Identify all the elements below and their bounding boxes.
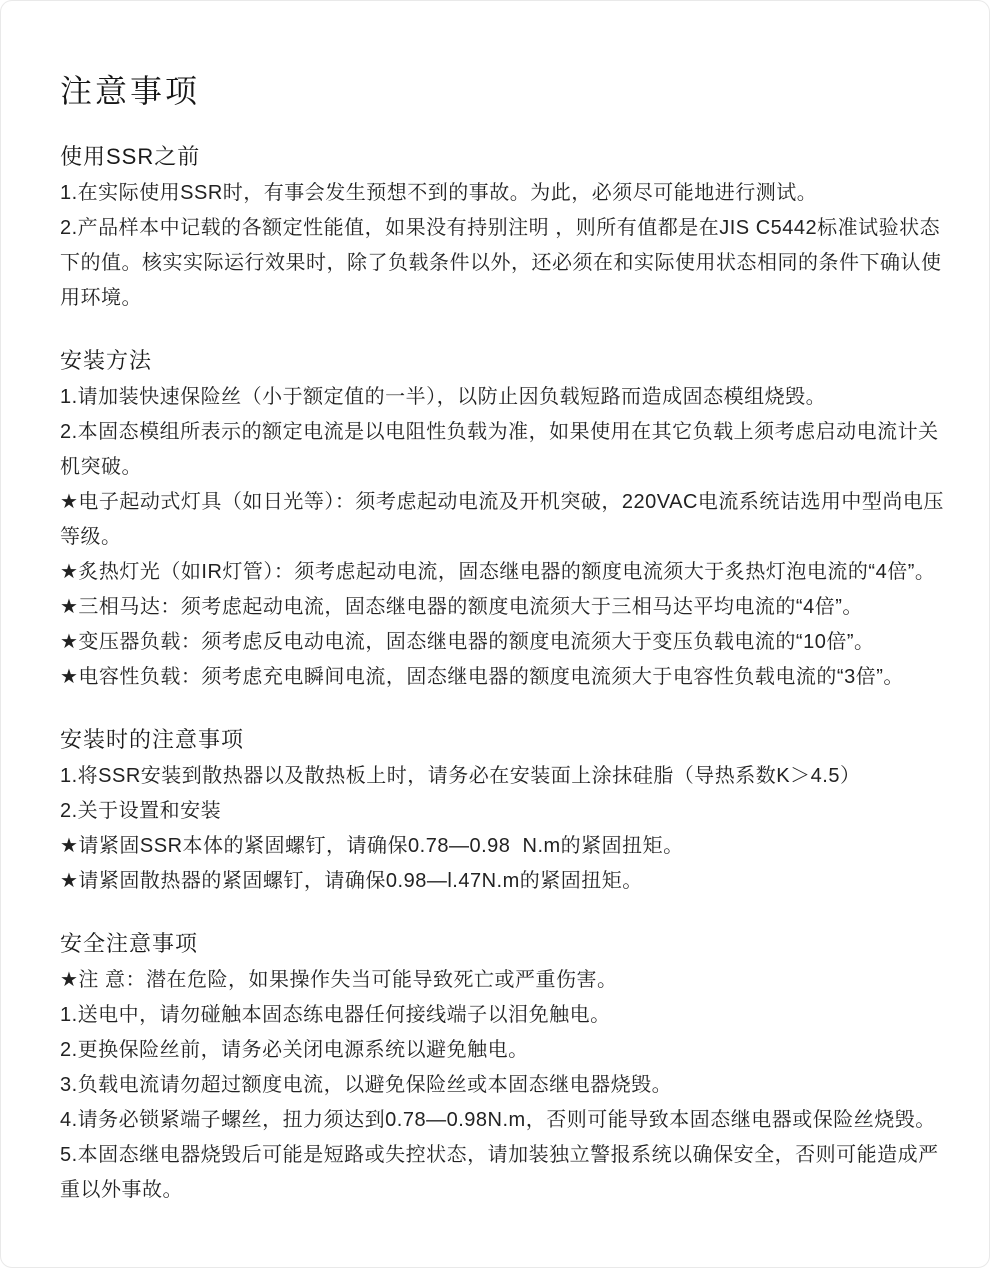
paragraph: 2.产品样本中记载的各额定性能值，如果没有持别注明 ，则所有值都是在JIS C5442标准试验状态下的值。核实实际运行效果时，除了负载条件以外，还必须在和实际使用状态相同的条件下确认使用环境。	[60, 217, 942, 309]
paragraph: ★电子起动式灯具（如日光等）：须考虑起动电流及开机突破，220VAC电流系统诘选用中型尚电压等级。	[60, 491, 944, 548]
paragraph: 5.本固态继电器烧毁后可能是短路或失控状态，请加装独立警报系统以确保安全，否则可能造成严重以外事故。	[60, 1144, 939, 1201]
section-heading: 使用SSR之前	[60, 144, 201, 169]
paragraph: 1.送电中，请勿碰触本固态练电器任何接线端子以泪免触电。	[60, 1004, 611, 1026]
paragraph: 1.在实际使用SSR时，有事会发生预想不到的事故。为此，必须尽可能地进行测试。	[60, 182, 818, 204]
paragraph: ★变压器负载：须考虑反电动电流，固态继电器的额度电流须大于变压负载电流的“10倍”。	[60, 631, 875, 653]
paragraph: 2.更换保险丝前，请务必关闭电源系统以避免触电。	[60, 1039, 529, 1061]
paragraph: ★炙热灯光（如IR灯管）：须考虑起动电流，固态继电器的额度电流须大于炙热灯泡电流的“4倍”。	[60, 561, 936, 583]
section-heading: 安装时的注意事项	[60, 727, 245, 752]
paragraph: ★请紧固散热器的紧固螺钉，请确保0.98—l.47N.m的紧固扭矩。	[60, 870, 643, 892]
paragraph: 3.负载电流请勿超过额度电流，以避免保险丝或本固态继电器烧毁。	[60, 1074, 673, 1096]
section-heading: 安全注意事项	[60, 931, 199, 956]
page-title: 注意事项	[60, 73, 201, 109]
paragraph: 2.本固态模组所表示的额定电流是以电阻性负载为准，如果使用在其它负载上须考虑启动电流计关机突破。	[60, 421, 939, 478]
paragraph: 2.关于设置和安装	[60, 800, 222, 822]
paragraph: 1.将SSR安装到散热器以及散热板上时，请务必在安装面上涂抹硅脂（导热系数K＞4.5）	[60, 765, 861, 787]
paragraph: 4.请务必锁紧端子螺丝，扭力须达到0.78—0.98N.m，否则可能导致本固态继电器或保险丝烧毁。	[60, 1109, 936, 1131]
paragraph: ★请紧固SSR本体的紧固螺钉，请确保0.78—0.98 N.m的紧固扭矩。	[60, 835, 684, 857]
paragraph: ★电容性负载：须考虑充电瞬间电流，固态继电器的额度电流须大于电容性负载电流的“3倍”。	[60, 666, 904, 688]
paragraph: 1.请加装快速保险丝（小于额定值的一半），以防止因负载短路而造成固态模组烧毁。	[60, 386, 827, 408]
paragraph: ★三相马达：须考虑起动电流，固态继电器的额度电流须大于三相马达平均电流的“4倍”。	[60, 596, 863, 618]
section-heading: 安装方法	[60, 348, 153, 373]
paragraph: ★注 意：潜在危险，如果操作失当可能导致死亡或严重伤害。	[60, 969, 618, 991]
